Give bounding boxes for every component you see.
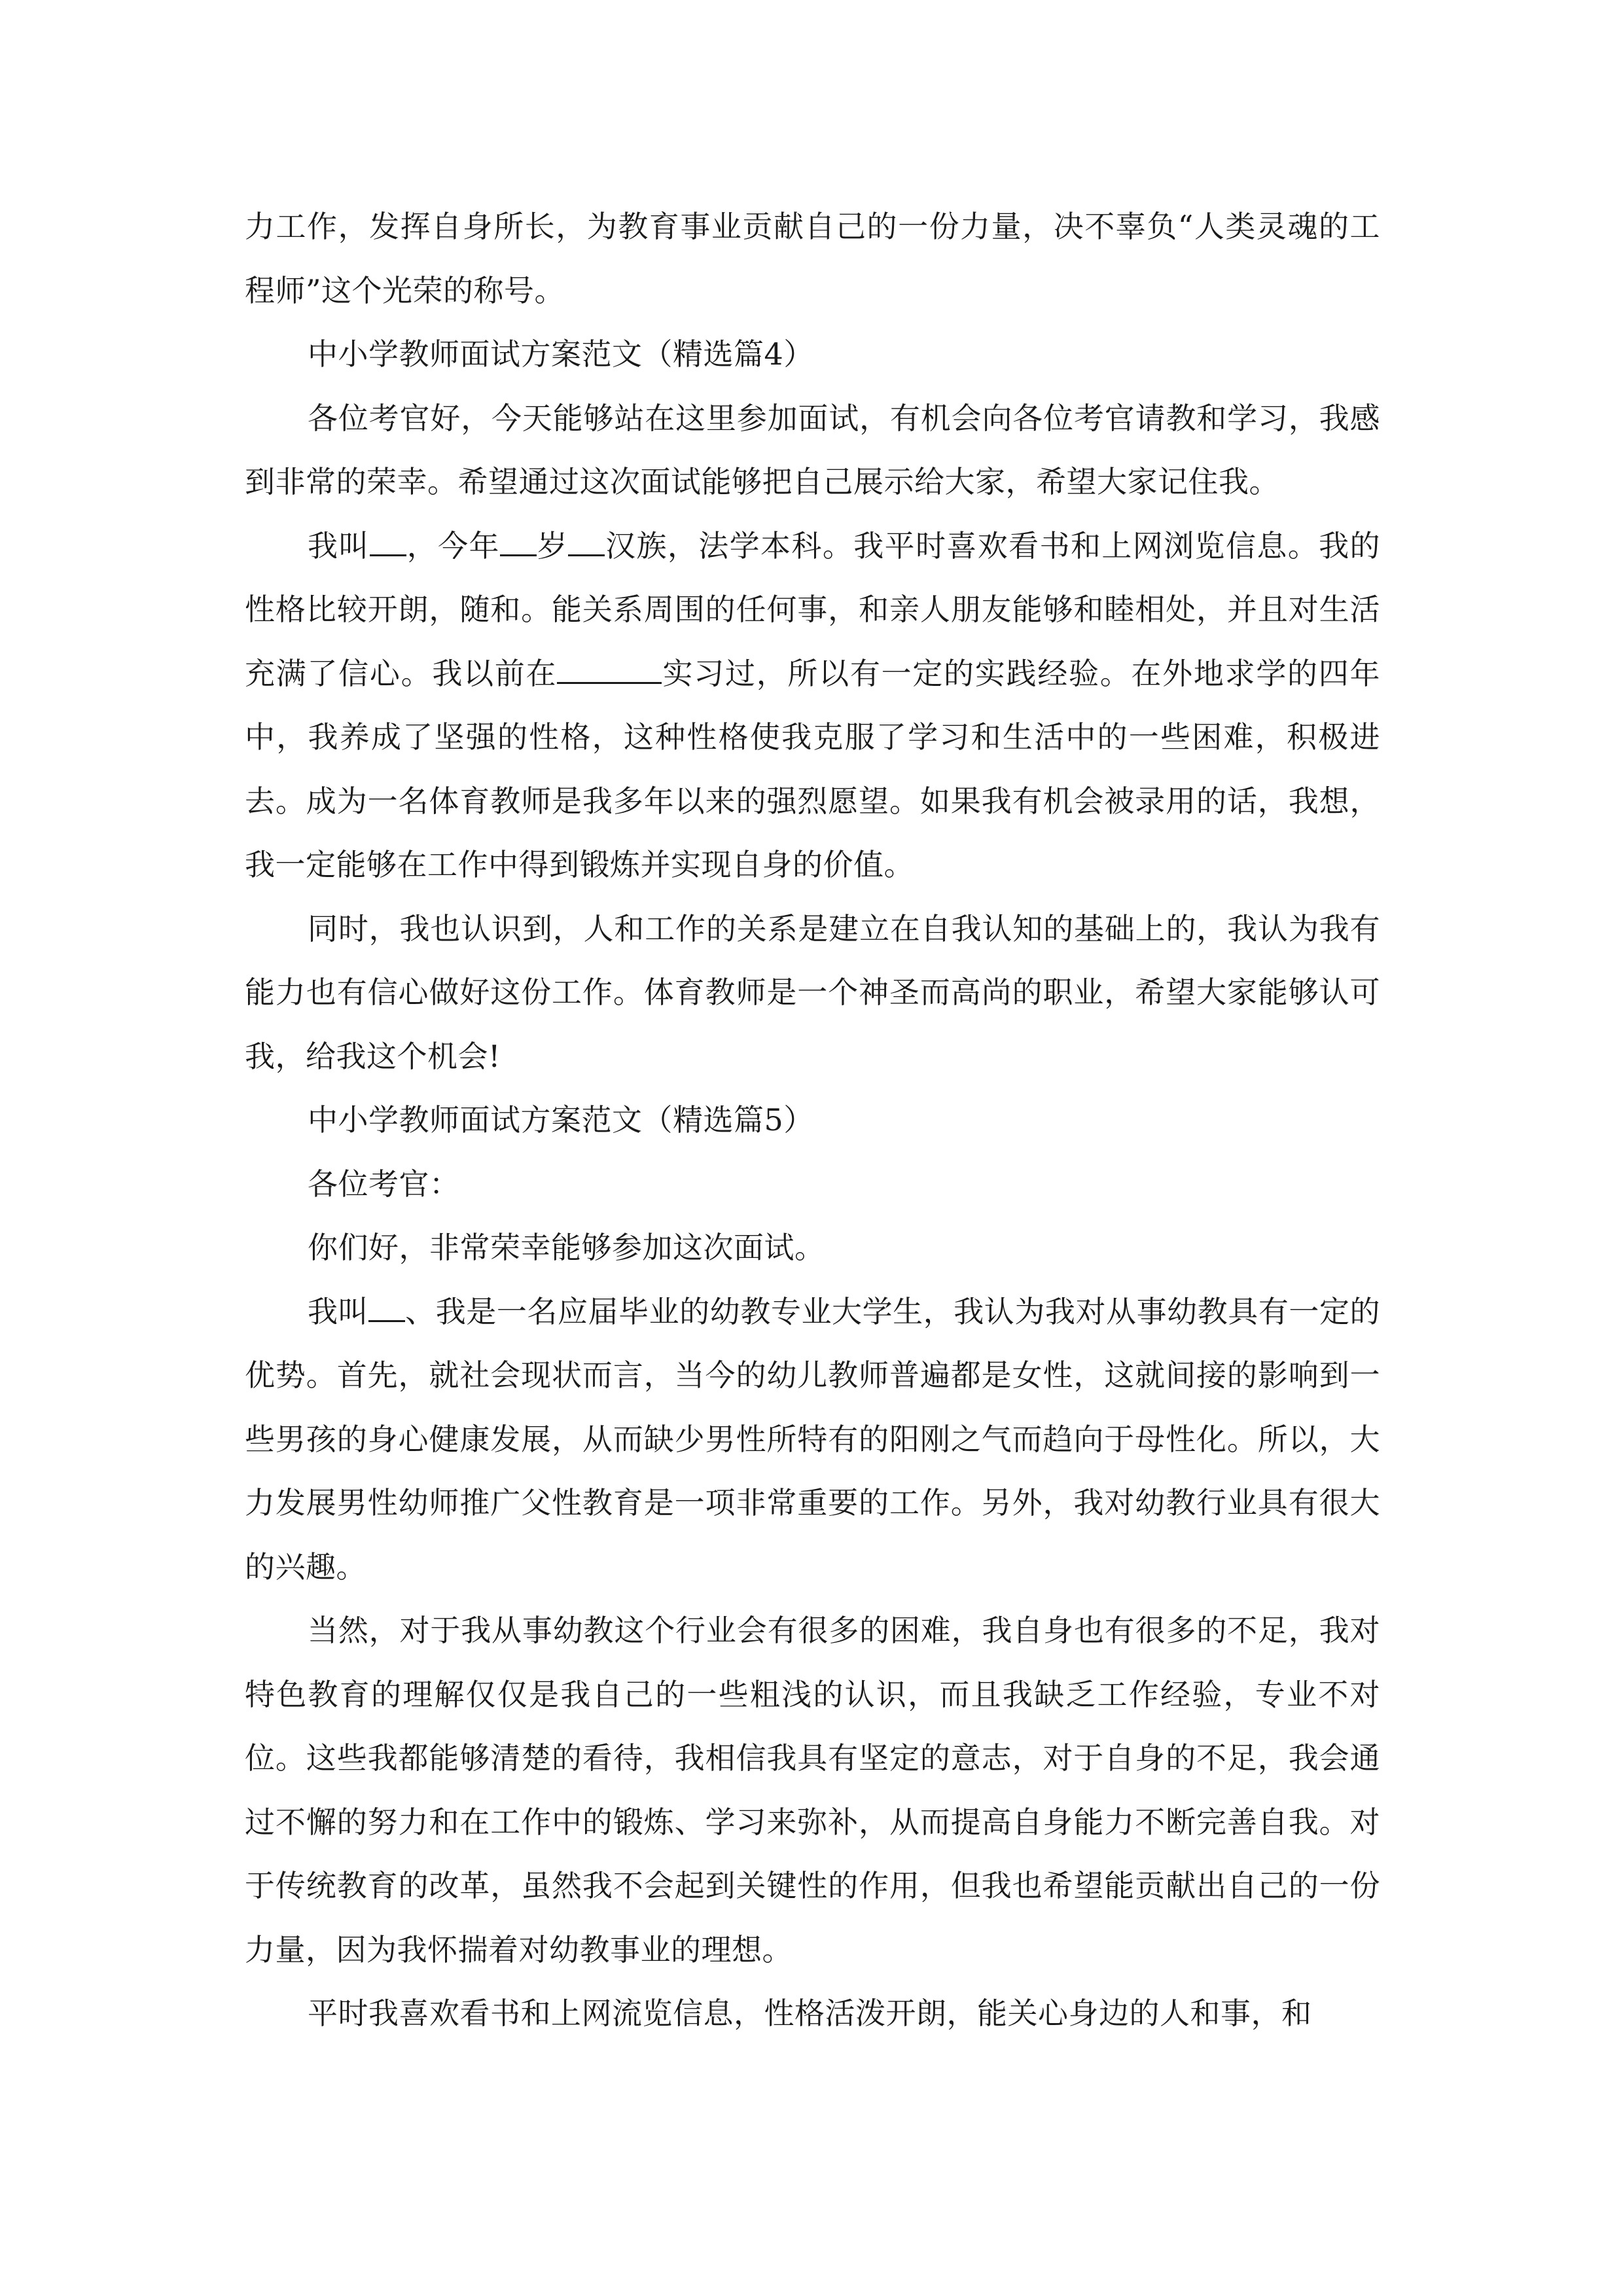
paragraph-greeting-2: 你们好，非常荣幸能够参加这次面试。 [308, 1230, 825, 1265]
section-heading-5: 中小学教师面试方案范文（精选篇5） [308, 1102, 814, 1138]
fill-blank-name [368, 1294, 405, 1322]
text-segment: 我叫 [308, 528, 370, 564]
document-body [245, 195, 1380, 2046]
fill-blank-age [500, 528, 537, 556]
paragraph-continued: 力工作，发挥自身所长，为教育事业贡献自己的一份力量，决不辜负“人类灵魂的工程师”这个光荣的称号。 [245, 209, 1380, 308]
text-segment: 实习过，所以有一定的实践经验。在外地求学的四年中，我养成了坚强的性格，这种性格使我克服了学习和生活中的一些困难，积极进去。成为一名体育教师是我多年以来的强烈愿望。如果我有机会被录用的话，我想，我一定能够在工作中得到锻炼并实现自身的价值。 [245, 655, 1381, 882]
text-segment: 汉族，法学本科。我平时喜欢看书和上网浏览信息。我的性格比较开朗，随和。能关系周围的任何事，和亲人朋友能够和睦相处，并且对生活充满了信心。我以前在 [245, 528, 1381, 691]
text-segment: 、我是一名应届毕业的幼教专业大学生，我认为我对从事幼教具有一定的优势。首先，就社会现状而言，当今的幼儿教师普遍都是女性，这就间接的影响到一些男孩的身心健康发展，从而缺少男性所特有的阳刚之气而趋向于母性化。所以，大力发展男性幼师推广父性教育是一项非常重要的工作。另外，我对幼教行业具有很大的兴趣。 [245, 1293, 1381, 1585]
paragraph-shortcomings: 当然，对于我从事幼教这个行业会有很多的困难，我自身也有很多的不足，我对特色教育的理解仅仅是我自己的一些粗浅的认识，而且我缺乏工作经验，专业不对位。这些我都能够清楚的看待，我相信我具有坚定的意志，对于自身的不足，我会通过不懈的努力和在工作中的锻炼、学习来弥补，从而提高自身能力不断完善自我。对于传统教育的改革，虽然我不会起到关键性的作用，但我也希望能贡献出自己的一份力量，因为我怀揣着对幼教事业的理想。 [245, 1613, 1380, 1967]
fill-blank-ethnicity [568, 528, 605, 556]
paragraph-greeting: 各位考官好，今天能够站在这里参加面试，有机会向各位考官请教和学习，我感到非常的荣幸。希望通过这次面试能够把自己展示给大家，希望大家记住我。 [245, 400, 1380, 499]
text-segment: 我叫 [308, 1293, 369, 1329]
fill-blank-name [370, 528, 406, 556]
text-segment: 岁 [536, 528, 569, 564]
paragraph-salutation: 各位考官： [308, 1166, 460, 1202]
fill-blank-internship [557, 656, 662, 684]
text-segment: ，今年 [406, 528, 500, 564]
paragraph-self-intro [245, 514, 1380, 897]
section-heading-4: 中小学教师面试方案范文（精选篇4） [308, 336, 814, 372]
paragraph-confidence: 同时，我也认识到，人和工作的关系是建立在自我认知的基础上的，我认为我有能力也有信心做好这份工作。体育教师是一个神圣而高尚的职业，希望大家能够认可我，给我这个机会! [245, 910, 1380, 1074]
paragraph-hobbies: 平时我喜欢看书和上网流览信息，性格活泼开朗，能关心身边的人和事，和 [308, 1996, 1312, 2031]
paragraph-advantages [245, 1280, 1380, 1600]
